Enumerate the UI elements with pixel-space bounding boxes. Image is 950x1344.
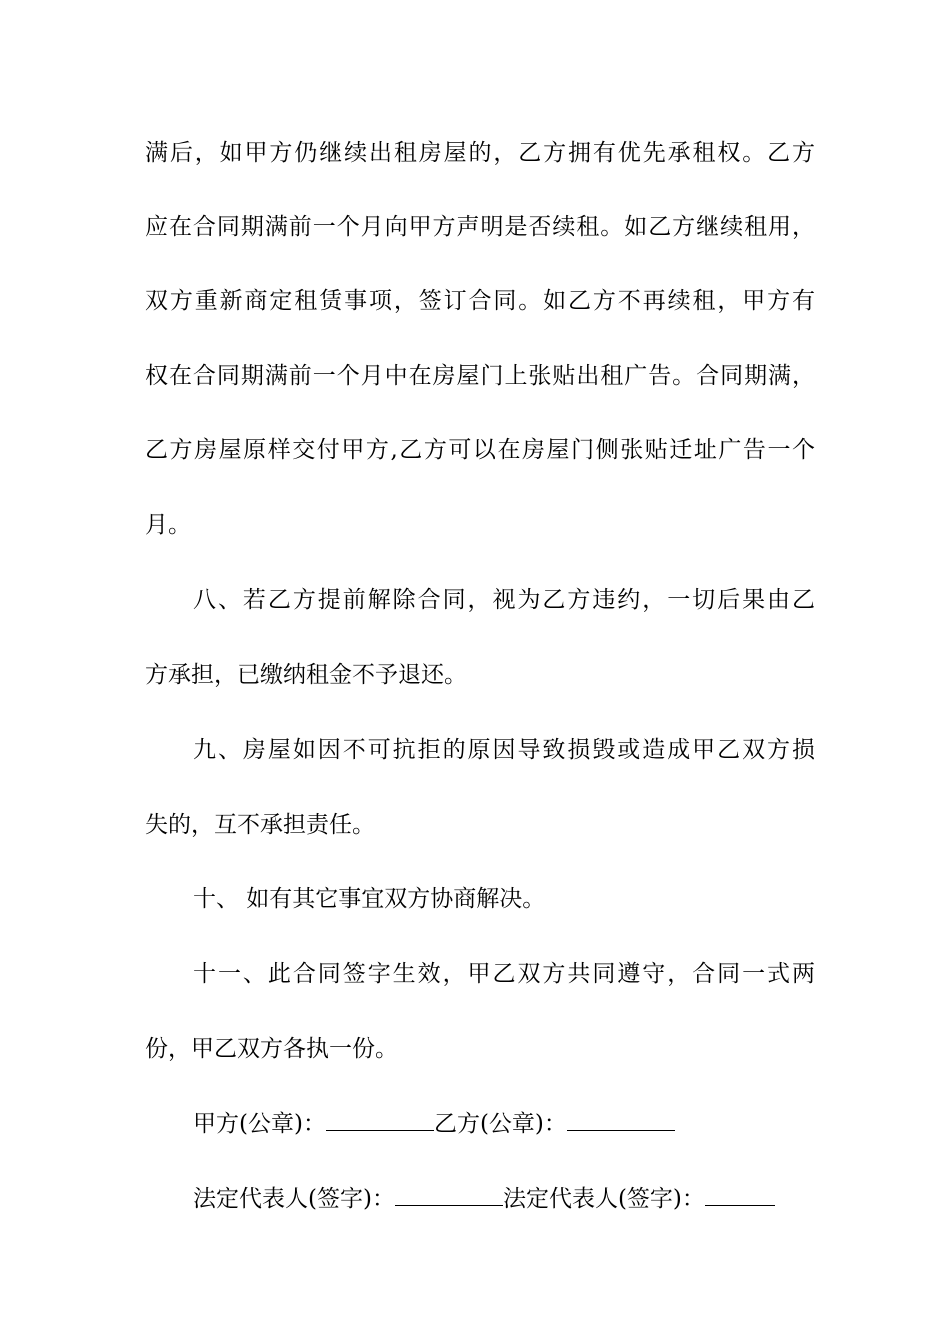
- clause-8-line: 八、若乙方提前解除合同，视为乙方违约，一切后果由乙: [193, 587, 815, 613]
- paragraph-line: 月。: [145, 512, 191, 538]
- paragraph-line: 权在合同期满前一个月中在房屋门上张贴出租广告。合同期满，: [145, 363, 815, 389]
- party-a-seal-label: 甲方(公章)：: [193, 1111, 326, 1137]
- party-b-rep-blank: [705, 1183, 775, 1206]
- party-a-rep-blank: [395, 1183, 503, 1206]
- paragraph-line: 满后，如甲方仍继续出租房屋的，乙方拥有优先承租权。乙方: [145, 140, 815, 166]
- paragraph-line: 乙方房屋原样交付甲方,乙方可以在房屋门侧张贴迁址广告一个: [145, 437, 815, 463]
- party-b-rep-label: 法定代表人(签字)：: [502, 1186, 705, 1212]
- paragraph-line: 双方重新商定租赁事项，签订合同。如乙方不再续租，甲方有: [145, 288, 815, 314]
- party-b-seal-label: 乙方(公章)：: [433, 1111, 567, 1137]
- signature-row-representative: [193, 1183, 815, 1213]
- signature-row-seal: [193, 1108, 815, 1138]
- clause-8-line: 方承担，已缴纳租金不予退还。: [145, 662, 467, 688]
- clause-11-line: 十一、此合同签字生效，甲乙双方共同遵守，合同一式两: [193, 961, 815, 987]
- party-a-seal-blank: [326, 1108, 434, 1131]
- clause-10-line: 十、 如有其它事宜双方协商解决。: [193, 886, 546, 912]
- party-a-rep-label: 法定代表人(签字)：: [193, 1186, 395, 1212]
- paragraph-line: 应在合同期满前一个月向甲方声明是否续租。如乙方继续租用，: [145, 214, 815, 240]
- clause-9-line: 失的，互不承担责任。: [145, 812, 375, 838]
- clause-11-line: 份，甲乙双方各执一份。: [145, 1036, 398, 1062]
- party-b-seal-blank: [567, 1108, 675, 1131]
- clause-9-line: 九、房屋如因不可抗拒的原因导致损毁或造成甲乙双方损: [193, 737, 815, 763]
